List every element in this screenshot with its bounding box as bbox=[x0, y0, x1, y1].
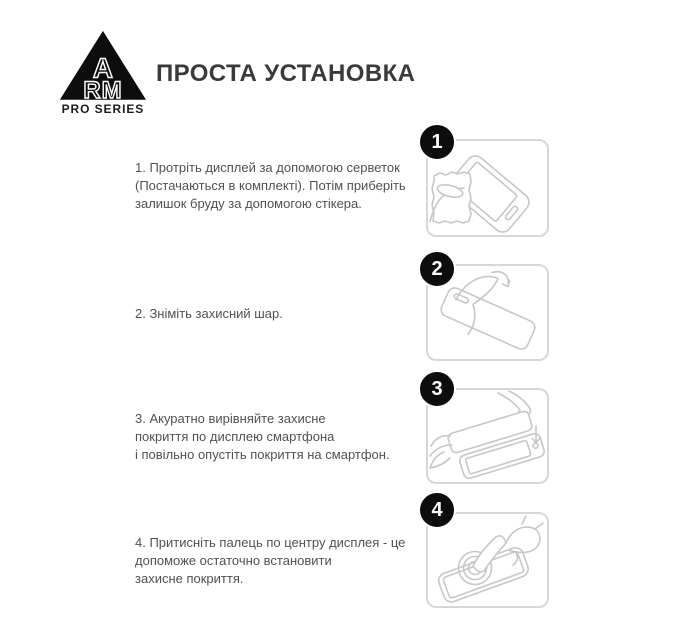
instruction-line: допоможе остаточно встановити bbox=[135, 553, 332, 568]
step-2-number-badge: 2 bbox=[418, 250, 456, 288]
press-center-illustration bbox=[428, 514, 547, 606]
step-3-number-badge: 3 bbox=[418, 370, 456, 408]
logo-letter-a: A bbox=[92, 52, 113, 84]
arm-pro-series-logo bbox=[54, 27, 148, 117]
instruction-line: 1. Протріть дисплей за допомогою серветок bbox=[135, 160, 400, 175]
instruction-line: (Постачаються в комплекті). Потім приберіть bbox=[135, 178, 406, 193]
step-4-number-badge: 4 bbox=[418, 491, 456, 529]
logo-series-label: PRO SERIES bbox=[61, 102, 145, 117]
instruction-line: залишок бруду за допомогою стікера. bbox=[135, 196, 362, 211]
protective-film bbox=[439, 286, 537, 352]
instruction-line: покриття по дисплею смартфона bbox=[135, 429, 335, 444]
step-1-number-badge: 1 bbox=[418, 123, 456, 161]
step-4-instructions bbox=[135, 534, 450, 588]
instruction-line: 4. Притисніть палець по центру дисплея - це bbox=[135, 535, 406, 550]
instruction-line: і повільно опустіть покриття на смартфон. bbox=[135, 447, 390, 462]
page-title: ПРОСТА УСТАНОВКА bbox=[156, 60, 416, 87]
step-1-instructions bbox=[135, 159, 450, 213]
arm-triangle-logo-icon bbox=[54, 27, 148, 117]
instruction-line: 3. Акуратно вирівняйте захисне bbox=[135, 411, 326, 426]
instruction-line: захисне покриття. bbox=[135, 571, 244, 586]
instruction-line: 2. Зніміть захисний шар. bbox=[135, 306, 283, 321]
step-2-instructions bbox=[135, 305, 450, 323]
logo-letters-rm: RM bbox=[83, 76, 123, 104]
step-3-instructions bbox=[135, 410, 450, 464]
